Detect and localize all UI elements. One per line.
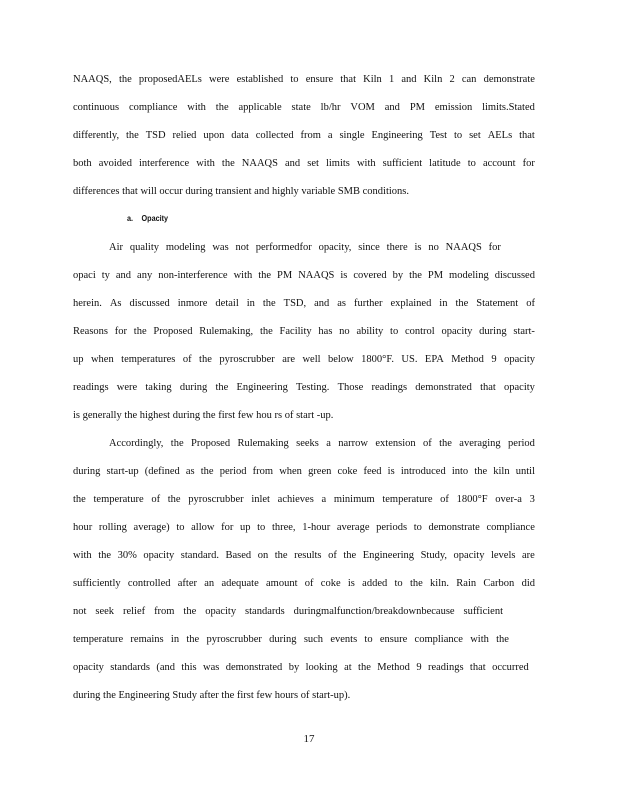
text-line: hour rolling average) to allow for up to three, 1-hour average periods to demonstrate compliance bbox=[73, 522, 535, 533]
heading-text: Opacity bbox=[141, 213, 169, 223]
page-number: 17 bbox=[303, 733, 315, 745]
text-line: during the Engineering Study after the first few hours of start-up). bbox=[73, 690, 351, 701]
text-line: readings were taking during the Engineering Testing. Those readings demonstrated that opacity bbox=[73, 382, 535, 393]
text-line: up when temperatures of the pyroscrubber are well below 1800°F. US. EPA Method 9 opacity bbox=[73, 354, 535, 365]
text-line: during start-up (defined as the period from when green coke feed is introduced into the kiln until bbox=[73, 466, 535, 477]
text-line: not seek relief from the opacity standards duringmalfunction/breakdownbecause sufficient bbox=[73, 606, 503, 617]
text-line: with the 30% opacity standard. Based on the results of the Engineering Study, opacity levels are bbox=[73, 550, 535, 561]
text-line: temperature remains in the pyroscrubber during such events to ensure compliance with the bbox=[73, 634, 509, 645]
text-line: differently, the TSD relied upon data collected from a single Engineering Test to set AELs that bbox=[73, 130, 535, 141]
text-line: opaci ty and any non-interference with the PM NAAQS is covered by the PM modeling discussed bbox=[73, 270, 535, 281]
text-line: Reasons for the Proposed Rulemaking, the Facility has no ability to control opacity during start- bbox=[73, 326, 535, 337]
text-line: is generally the highest during the first few hou rs of start -up. bbox=[73, 410, 334, 421]
section-heading bbox=[127, 213, 168, 223]
text-line: the temperature of the pyroscrubber inlet achieves a minimum temperature of 1800°F over-a 3 bbox=[73, 494, 535, 505]
text-line: Accordingly, the Proposed Rulemaking seeks a narrow extension of the averaging period bbox=[109, 438, 535, 449]
text-line: opacity standards (and this was demonstrated by looking at the Method 9 readings that occurred bbox=[73, 662, 529, 673]
text-line: both avoided interference with the NAAQS and set limits with sufficient latitude to account for bbox=[73, 158, 535, 169]
heading-letter: a. bbox=[127, 213, 134, 223]
text-line: continuous compliance with the applicable state lb/hr VOM and PM emission limits.Stated bbox=[73, 102, 535, 113]
text-line: differences that will occur during transient and highly variable SMB conditions. bbox=[73, 186, 410, 197]
text-line: NAAQS, the proposedAELs were established to ensure that Kiln 1 and Kiln 2 can demonstrate bbox=[73, 74, 535, 85]
text-line: herein. As discussed inmore detail in the TSD, and as further explained in the Statement of bbox=[73, 298, 535, 309]
text-line: Air quality modeling was not performedfor opacity, since there is no NAAQS for bbox=[109, 242, 501, 253]
text-line: sufficiently controlled after an adequate amount of coke is added to the kiln. Rain Carbon did bbox=[73, 578, 535, 589]
